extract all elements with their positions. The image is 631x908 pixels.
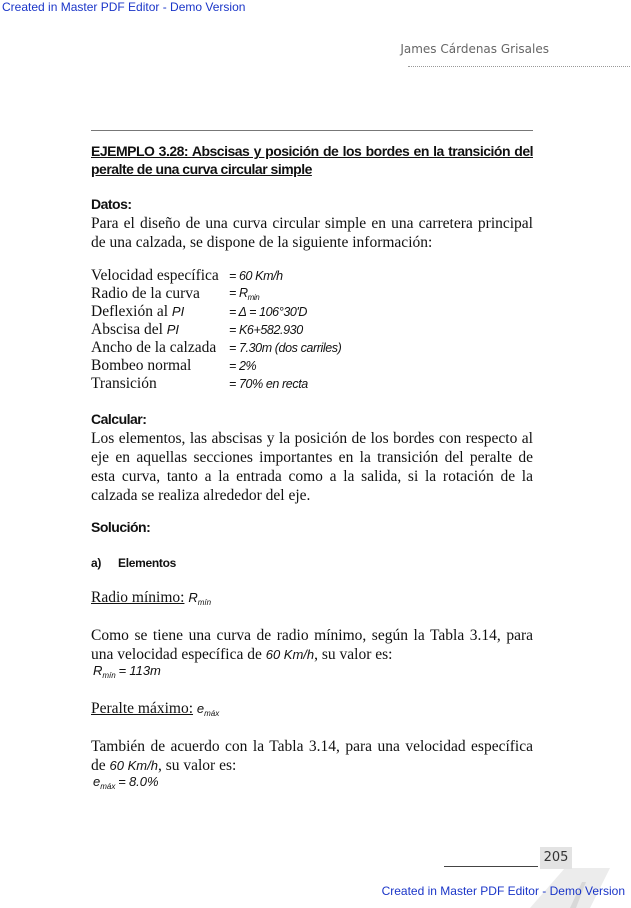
peralte-label	[91, 700, 219, 718]
formula-subscript: mín	[102, 671, 116, 680]
label-symbol: PI	[171, 304, 185, 319]
table-row	[91, 357, 341, 375]
row-value: = K6+582.930	[229, 323, 303, 337]
row-value: = 60 Km/h	[229, 269, 283, 283]
formula-lhs: e	[93, 774, 101, 789]
row-label: Ancho de la calzada	[91, 339, 217, 356]
peralte-speed: 60 Km/h	[109, 758, 158, 773]
header-author: James Cárdenas Grisales	[400, 42, 549, 56]
formula-rhs: 8.0%	[128, 774, 159, 789]
label-text: Abscisa del	[91, 321, 167, 338]
peralte-text	[91, 737, 533, 775]
row-value: = 7.30m (dos carriles)	[229, 341, 342, 355]
table-row	[91, 339, 341, 357]
radio-speed: 60 Km/h	[265, 647, 315, 662]
row-label: Transición	[91, 375, 157, 392]
table-row	[91, 267, 341, 285]
row-value: = 2%	[229, 359, 257, 373]
row-label	[91, 303, 229, 321]
formula-equals: =	[118, 774, 126, 789]
row-label: Bombeo normal	[91, 357, 192, 374]
table-row	[91, 321, 341, 339]
radio-symbol: $R_{mín}$	[188, 590, 212, 607]
datos-heading: Datos:	[91, 196, 132, 212]
section-a-heading	[91, 556, 176, 570]
data-table	[91, 267, 341, 393]
peralte-text-before: También de acuerdo con la Tabla 3.14, para una velocidad específica de	[91, 738, 533, 774]
radio-text-before: Como se tiene una curva de radio mínimo, según la Tabla 3.14, para una velocidad específica de	[91, 627, 533, 663]
formula-subscript: máx	[100, 782, 116, 791]
radio-text	[91, 626, 533, 664]
row-value: = 70% en recta	[229, 377, 308, 391]
watermark-bottom: Created in Master PDF Editor - Demo Version	[381, 884, 625, 898]
row-label: Velocidad específica	[91, 267, 219, 284]
page-number: 205	[540, 847, 572, 869]
table-row	[91, 375, 341, 393]
footer-rule	[444, 866, 538, 867]
calcular-text: Los elementos, las abscisas y la posición de los bordes con respecto al eje en aquellas secciones importantes en la transición del peralte de esta curva, tanto a la entrada como a la salida, si la rotación de la calzada se realiza alrededor del eje.	[91, 430, 533, 504]
row-value	[229, 285, 341, 303]
title-rule	[91, 130, 533, 131]
datos-intro: Para el diseño de una curva circular simple en una carretera principal de una calzada, se dispone de la siguiente información:	[91, 215, 533, 251]
value-subscript: min	[247, 293, 260, 302]
section-title: Elementos	[118, 556, 176, 570]
formula-equals: =	[118, 663, 127, 678]
label-symbol: PI	[166, 322, 180, 337]
example-title: EJEMPLO 3.28: Abscisas y posición de los bordes en la transición del peralte de una curva circular simple	[91, 143, 533, 177]
peralte-formula	[93, 774, 159, 791]
table-row	[91, 303, 341, 321]
section-letter: a)	[91, 556, 102, 570]
calcular-heading: Calcular:	[91, 411, 147, 427]
formula-rhs: 113m	[129, 663, 161, 678]
solucion-heading: Solución:	[91, 519, 151, 535]
radio-label-text: Radio mínimo:	[91, 589, 185, 606]
radio-text-after: , su valor es:	[314, 646, 393, 663]
value-prefix: = R	[229, 286, 248, 300]
peralte-label-text: Peralte máximo:	[91, 700, 194, 717]
watermark-top: Created in Master PDF Editor - Demo Version	[2, 0, 246, 14]
formula-lhs: R	[93, 663, 103, 678]
radio-formula	[93, 663, 161, 680]
header-rule	[408, 66, 630, 67]
peralte-symbol: $e_{máx}$	[196, 701, 220, 718]
row-value: = Δ = 106°30'D	[229, 305, 308, 319]
row-label: Radio de la curva	[91, 285, 200, 302]
peralte-text-after: , su valor es:	[157, 757, 237, 774]
label-text: Deflexión al	[91, 303, 172, 320]
table-row	[91, 285, 341, 303]
row-label	[91, 321, 229, 339]
radio-label	[91, 589, 211, 607]
